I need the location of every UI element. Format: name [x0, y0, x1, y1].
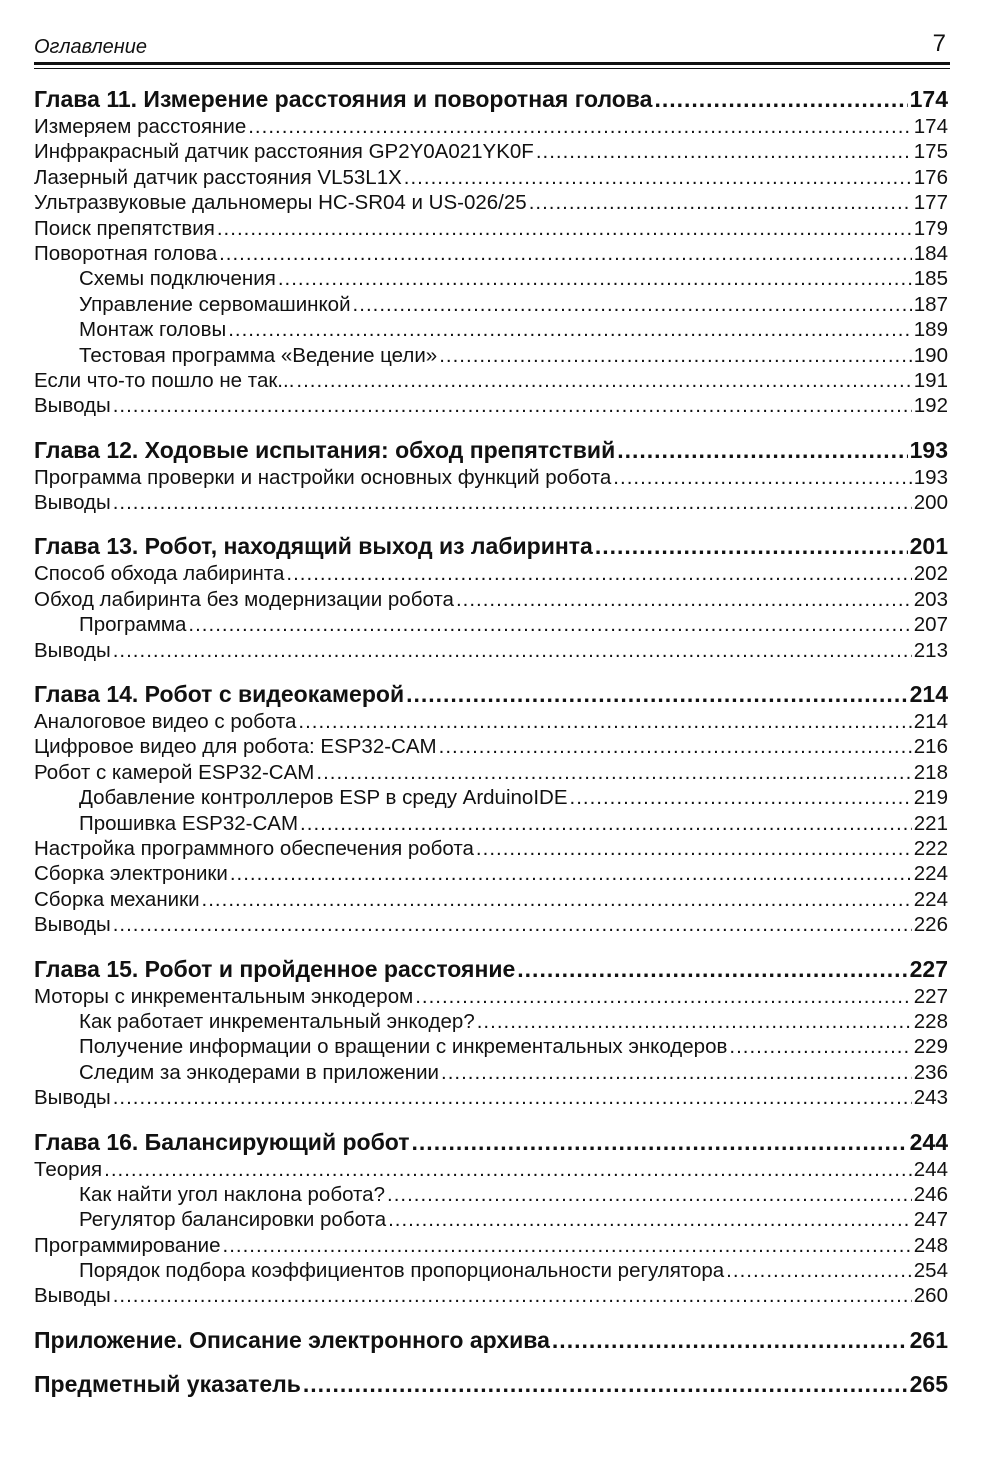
- toc-entry-page: 187: [913, 292, 948, 316]
- running-title: Оглавление: [34, 36, 148, 58]
- toc-entry-page: 260: [913, 1284, 948, 1308]
- page-number: 7: [932, 30, 946, 57]
- dot-leader: [217, 216, 912, 241]
- dot-leader: [476, 836, 912, 861]
- toc-entry-page: 227: [909, 955, 948, 982]
- dot-leader: [406, 679, 908, 709]
- toc-entry-page: 214: [913, 710, 948, 734]
- dot-leader: [404, 165, 912, 190]
- toc-chapter-block: [34, 954, 948, 1111]
- toc-chapter-block: [34, 1325, 948, 1355]
- dot-leader: [552, 1325, 908, 1355]
- toc-entry[interactable]: [34, 343, 948, 368]
- dot-leader: [303, 1369, 908, 1399]
- dot-leader: [353, 292, 912, 317]
- toc-entry-label: Тестовая программа «Ведение цели»: [79, 343, 438, 367]
- toc-entry[interactable]: [34, 1283, 948, 1308]
- toc-entry-page: 228: [913, 1009, 948, 1033]
- toc-entry-label: Теория: [34, 1157, 103, 1181]
- toc-entry[interactable]: [34, 1182, 948, 1207]
- toc-entry[interactable]: [34, 887, 948, 912]
- toc-entry-page: 219: [913, 786, 948, 810]
- toc-chapter-block: [34, 679, 948, 938]
- toc-entry-label: Глава 12. Ходовые испытания: обход препятствий: [34, 436, 616, 463]
- toc-entry-page: 216: [913, 735, 948, 759]
- toc-entry-page: 202: [913, 562, 948, 586]
- toc-entry-page: 190: [913, 343, 948, 367]
- toc-chapter-heading[interactable]: [34, 435, 948, 465]
- dot-leader: [228, 317, 912, 342]
- toc-entry-page: 213: [913, 638, 948, 662]
- toc-chapter-heading[interactable]: [34, 954, 948, 984]
- toc-entry[interactable]: [34, 241, 948, 266]
- toc-entry-label: Программа проверки и настройки основных функций робота: [34, 465, 612, 489]
- toc-entry-label: Регулятор балансировки робота: [79, 1208, 387, 1232]
- toc-entry-label: Программа: [79, 613, 187, 637]
- toc-entry-page: 224: [913, 862, 948, 886]
- dot-leader: [456, 587, 912, 612]
- toc-entry-label: Поворотная голова: [34, 241, 218, 265]
- toc-entry-label: Глава 14. Робот с видеокамерой: [34, 681, 405, 708]
- toc-entry-page: 226: [913, 913, 948, 937]
- toc-entry-label: Как найти угол наклона робота?: [79, 1182, 385, 1206]
- toc-entry-label: Глава 11. Измерение расстояния и поворотная голова: [34, 86, 653, 112]
- toc-chapter-block: [34, 531, 948, 663]
- toc-entry-label: Если что-то пошло не так...: [34, 368, 295, 392]
- toc-entry-label: Настройка программного обеспечения робота: [34, 836, 474, 860]
- dot-leader: [388, 1207, 912, 1232]
- dot-leader: [113, 1085, 912, 1110]
- toc-entry[interactable]: [34, 1207, 948, 1232]
- dot-leader: [286, 561, 911, 586]
- toc-entry[interactable]: [34, 114, 948, 139]
- toc-entry[interactable]: [34, 1157, 948, 1182]
- toc-entry-label: Поиск препятствия: [34, 216, 215, 240]
- toc-entry[interactable]: [34, 984, 948, 1009]
- toc-entry[interactable]: [34, 836, 948, 861]
- dot-leader: [113, 490, 912, 515]
- toc-entry[interactable]: [34, 317, 948, 342]
- toc-entry-label: Инфракрасный датчик расстояния GP2Y0A021YK0F: [34, 140, 534, 164]
- toc-entry[interactable]: [34, 587, 948, 612]
- toc-entry[interactable]: [34, 1009, 948, 1034]
- dot-leader: [439, 734, 912, 759]
- toc-entry-label: Глава 15. Робот и пройденное расстояние: [34, 955, 516, 982]
- toc-entry-page: 203: [913, 587, 948, 611]
- toc-entry[interactable]: [34, 216, 948, 241]
- toc-entry-label: Схемы подключения: [79, 267, 276, 291]
- dot-leader: [595, 531, 908, 561]
- toc-entry-page: 236: [913, 1060, 948, 1084]
- toc-entry-label: Сборка электроники: [34, 862, 228, 886]
- toc-entry[interactable]: [34, 190, 948, 215]
- toc-entry-page: 243: [913, 1086, 948, 1110]
- dot-leader: [300, 811, 912, 836]
- dot-leader: [223, 1233, 912, 1258]
- toc-entry-page: 175: [913, 140, 948, 164]
- toc-entry[interactable]: [34, 165, 948, 190]
- toc-entry-label: Предметный указатель: [34, 1370, 301, 1397]
- toc-chapter-heading[interactable]: [34, 531, 948, 561]
- dot-leader: [296, 368, 911, 393]
- toc-entry-label: Робот с камерой ESP32-CAM: [34, 760, 315, 784]
- dot-leader: [654, 84, 907, 114]
- toc-entry-label: Приложение. Описание электронного архива: [34, 1326, 550, 1353]
- toc-entry-label: Следим за энкодерами в приложении: [79, 1060, 439, 1084]
- dot-leader: [477, 1009, 912, 1034]
- dot-leader: [726, 1258, 912, 1283]
- toc-entry[interactable]: [34, 292, 948, 317]
- dot-leader: [316, 760, 911, 785]
- toc-entry[interactable]: [34, 785, 948, 810]
- toc-entry-page: 229: [913, 1035, 948, 1059]
- dot-leader: [415, 984, 912, 1009]
- toc-entry-page: 184: [913, 241, 948, 265]
- toc-entry-page: 247: [913, 1208, 948, 1232]
- toc-entry-label: Выводы: [34, 1284, 111, 1308]
- dot-leader: [729, 1034, 911, 1059]
- toc-entry[interactable]: [34, 912, 948, 937]
- toc-entry[interactable]: [34, 1034, 948, 1059]
- toc-entry-page: 189: [913, 318, 948, 342]
- dot-leader: [387, 1182, 912, 1207]
- dot-leader: [104, 1157, 912, 1182]
- dot-leader: [113, 393, 912, 418]
- toc-entry-page: 244: [913, 1157, 948, 1181]
- dot-leader: [439, 343, 912, 368]
- toc-entry-label: Получение информации о вращении с инкрементальных энкодеров: [79, 1035, 728, 1059]
- toc-entry[interactable]: [34, 368, 948, 393]
- toc-entry-page: 174: [909, 86, 948, 112]
- toc-entry[interactable]: [34, 465, 948, 490]
- toc-entry[interactable]: [34, 393, 948, 418]
- toc-entry[interactable]: [34, 734, 948, 759]
- table-of-contents: [34, 84, 948, 1413]
- dot-leader: [441, 1060, 912, 1085]
- dot-leader: [188, 612, 911, 637]
- toc-entry[interactable]: [34, 811, 948, 836]
- toc-chapter-block: [34, 1369, 948, 1399]
- toc-chapter-heading[interactable]: [34, 679, 948, 709]
- toc-entry-page: 191: [913, 368, 948, 392]
- toc-chapter-block: [34, 1127, 948, 1309]
- toc-entry-label: Добавление контроллеров ESP в среду ArduinoIDE: [79, 786, 568, 810]
- toc-entry[interactable]: [34, 638, 948, 663]
- toc-entry-page: 201: [909, 533, 948, 560]
- toc-entry-page: 246: [913, 1182, 948, 1206]
- toc-entry-page: 214: [909, 681, 948, 708]
- dot-leader: [412, 1127, 908, 1157]
- header-rule-thick: [34, 62, 950, 65]
- toc-chapter-block: [34, 84, 948, 419]
- toc-entry[interactable]: [34, 1258, 948, 1283]
- toc-entry-label: Выводы: [34, 394, 111, 418]
- dot-leader: [113, 1283, 912, 1308]
- dot-leader: [230, 861, 912, 886]
- dot-leader: [613, 465, 911, 490]
- toc-entry-page: 227: [913, 984, 948, 1008]
- dot-leader: [202, 887, 912, 912]
- toc-entry-page: 193: [909, 436, 948, 463]
- toc-entry-page: 193: [913, 465, 948, 489]
- toc-entry-label: Сборка механики: [34, 887, 200, 911]
- toc-entry-label: Выводы: [34, 1086, 111, 1110]
- toc-entry-page: 177: [913, 191, 948, 215]
- toc-entry-page: 254: [913, 1259, 948, 1283]
- page-header: [34, 30, 950, 62]
- toc-entry[interactable]: [34, 561, 948, 586]
- toc-entry[interactable]: [34, 861, 948, 886]
- toc-chapter-block: [34, 435, 948, 516]
- toc-entry[interactable]: [34, 709, 948, 734]
- toc-entry-label: Моторы с инкрементальным энкодером: [34, 984, 414, 1008]
- toc-entry[interactable]: [34, 490, 948, 515]
- toc-entry-label: Как работает инкрементальный энкодер?: [79, 1009, 475, 1033]
- dot-leader: [570, 785, 912, 810]
- toc-entry-label: Ультразвуковые дальномеры HC-SR04 и US-026/25: [34, 191, 527, 215]
- toc-chapter-heading[interactable]: [34, 1369, 948, 1399]
- toc-entry-label: Лазерный датчик расстояния VL53L1X: [34, 165, 402, 189]
- toc-entry-page: 248: [913, 1233, 948, 1257]
- toc-entry-label: Цифровое видео для робота: ESP32-CAM: [34, 735, 437, 759]
- toc-entry-label: Обход лабиринта без модернизации робота: [34, 587, 454, 611]
- toc-entry-label: Прошивка ESP32-CAM: [79, 811, 299, 835]
- dot-leader: [113, 912, 912, 937]
- toc-entry-page: 207: [913, 613, 948, 637]
- toc-entry-page: 261: [909, 1326, 948, 1353]
- toc-entry-label: Порядок подбора коэффициентов пропорциональности регулятора: [79, 1259, 725, 1283]
- dot-leader: [536, 139, 912, 164]
- toc-entry[interactable]: [34, 139, 948, 164]
- toc-entry-label: Выводы: [34, 913, 111, 937]
- toc-entry-label: Программирование: [34, 1233, 221, 1257]
- dot-leader: [529, 190, 912, 215]
- dot-leader: [298, 709, 911, 734]
- toc-entry-label: Способ обхода лабиринта: [34, 562, 285, 586]
- dot-leader: [617, 435, 907, 465]
- toc-entry-page: 224: [913, 887, 948, 911]
- toc-entry[interactable]: [34, 1060, 948, 1085]
- toc-entry-label: Аналоговое видео с робота: [34, 710, 297, 734]
- toc-entry-page: 200: [913, 491, 948, 515]
- toc-entry-label: Выводы: [34, 491, 111, 515]
- dot-leader: [517, 954, 907, 984]
- toc-chapter-heading[interactable]: [34, 1325, 948, 1355]
- toc-entry-page: 192: [913, 394, 948, 418]
- toc-entry-page: 222: [913, 836, 948, 860]
- dot-leader: [248, 114, 912, 139]
- toc-entry-page: 244: [909, 1128, 948, 1155]
- toc-entry-label: Управление сервомашинкой: [79, 292, 351, 316]
- toc-entry-page: 179: [913, 216, 948, 240]
- toc-entry-page: 221: [913, 811, 948, 835]
- toc-entry-label: Измеряем расстояние: [34, 115, 247, 138]
- toc-entry[interactable]: [34, 760, 948, 785]
- toc-entry[interactable]: [34, 612, 948, 637]
- toc-entry-label: Глава 16. Балансирующий робот: [34, 1128, 410, 1155]
- toc-entry-label: Глава 13. Робот, находящий выход из лабиринта: [34, 533, 593, 560]
- toc-entry[interactable]: [34, 1085, 948, 1110]
- dot-leader: [219, 241, 912, 266]
- toc-chapter-heading[interactable]: [34, 1127, 948, 1157]
- header-rule-thin: [34, 68, 950, 69]
- dot-leader: [113, 638, 912, 663]
- toc-chapter-heading[interactable]: [34, 84, 948, 114]
- toc-entry-label: Выводы: [34, 638, 111, 662]
- toc-entry-page: 218: [913, 760, 948, 784]
- toc-entry-page: 185: [913, 267, 948, 291]
- toc-entry[interactable]: [34, 266, 948, 291]
- toc-entry-label: Монтаж головы: [79, 318, 227, 342]
- toc-entry-page: 176: [913, 165, 948, 189]
- toc-entry[interactable]: [34, 1233, 948, 1258]
- dot-leader: [278, 266, 912, 291]
- toc-entry-page: 265: [909, 1370, 948, 1397]
- toc-entry-page: 174: [913, 115, 948, 138]
